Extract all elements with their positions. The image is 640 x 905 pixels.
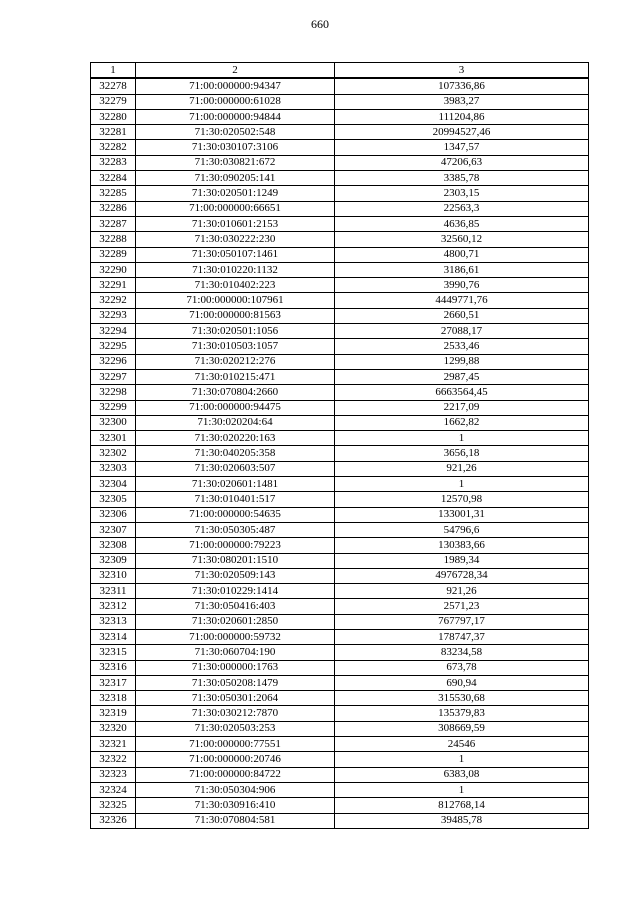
value-cell: 2303,15 xyxy=(335,186,589,201)
value-cell: 3186,61 xyxy=(335,262,589,277)
value-cell: 32560,12 xyxy=(335,232,589,247)
table-row xyxy=(91,369,589,384)
cadastral-number-cell: 71:30:090205:141 xyxy=(136,171,335,186)
cadastral-number-cell: 71:00:000000:61028 xyxy=(136,94,335,109)
row-number-cell: 32317 xyxy=(91,675,136,690)
table-row xyxy=(91,155,589,170)
cadastral-number-cell: 71:30:020601:2850 xyxy=(136,614,335,629)
table-row xyxy=(91,354,589,369)
row-number-cell: 32319 xyxy=(91,706,136,721)
row-number-cell: 32320 xyxy=(91,721,136,736)
row-number-cell: 32308 xyxy=(91,538,136,553)
row-number-cell: 32291 xyxy=(91,278,136,293)
row-number-cell: 32306 xyxy=(91,507,136,522)
table-row xyxy=(91,247,589,262)
cadastral-number-cell: 71:30:020509:143 xyxy=(136,568,335,583)
column-header-3: 3 xyxy=(335,63,589,79)
table-row xyxy=(91,186,589,201)
cadastral-number-cell: 71:30:010220:1132 xyxy=(136,262,335,277)
cadastral-number-cell: 71:00:000000:94347 xyxy=(136,78,335,94)
row-number-cell: 32312 xyxy=(91,599,136,614)
cadastral-number-cell: 71:30:020603:507 xyxy=(136,461,335,476)
cadastral-number-cell: 71:00:000000:77551 xyxy=(136,737,335,752)
cadastral-number-cell: 71:30:010229:1414 xyxy=(136,584,335,599)
value-cell: 4449771,76 xyxy=(335,293,589,308)
cadastral-number-cell: 71:30:020503:253 xyxy=(136,721,335,736)
cadastral-number-cell: 71:30:020220:163 xyxy=(136,431,335,446)
table-row xyxy=(91,599,589,614)
cadastral-number-cell: 71:30:010601:2153 xyxy=(136,216,335,231)
table-row xyxy=(91,293,589,308)
row-number-cell: 32285 xyxy=(91,186,136,201)
table-row xyxy=(91,675,589,690)
table-row xyxy=(91,721,589,736)
value-cell: 2533,46 xyxy=(335,339,589,354)
value-cell: 921,26 xyxy=(335,584,589,599)
value-cell: 135379,83 xyxy=(335,706,589,721)
cadastral-number-cell: 71:30:000000:1763 xyxy=(136,660,335,675)
table-row xyxy=(91,94,589,109)
value-cell: 6383,08 xyxy=(335,767,589,782)
row-number-cell: 32301 xyxy=(91,431,136,446)
table-row xyxy=(91,568,589,583)
cadastral-number-cell: 71:30:030107:3106 xyxy=(136,140,335,155)
value-cell: 4800,71 xyxy=(335,247,589,262)
row-number-cell: 32309 xyxy=(91,553,136,568)
row-number-cell: 32280 xyxy=(91,109,136,124)
cadastral-number-cell: 71:30:050416:403 xyxy=(136,599,335,614)
row-number-cell: 32279 xyxy=(91,94,136,109)
row-number-cell: 32297 xyxy=(91,369,136,384)
value-cell: 2660,51 xyxy=(335,308,589,323)
row-number-cell: 32318 xyxy=(91,691,136,706)
value-cell: 111204,86 xyxy=(335,109,589,124)
table-row xyxy=(91,262,589,277)
table-row xyxy=(91,446,589,461)
table-row xyxy=(91,553,589,568)
cadastral-number-cell: 71:30:020501:1056 xyxy=(136,324,335,339)
table-row xyxy=(91,522,589,537)
column-header-1: 1 xyxy=(91,63,136,79)
table-row xyxy=(91,339,589,354)
row-number-cell: 32294 xyxy=(91,324,136,339)
value-cell: 54796,6 xyxy=(335,522,589,537)
value-cell: 24546 xyxy=(335,737,589,752)
cadastral-number-cell: 71:30:010503:1057 xyxy=(136,339,335,354)
value-cell: 20994527,46 xyxy=(335,125,589,140)
row-number-cell: 32326 xyxy=(91,813,136,828)
row-number-cell: 32296 xyxy=(91,354,136,369)
cadastral-number-cell: 71:30:070804:581 xyxy=(136,813,335,828)
table-row xyxy=(91,752,589,767)
cadastral-number-cell: 71:30:020601:1481 xyxy=(136,477,335,492)
value-cell: 6663564,45 xyxy=(335,385,589,400)
cadastral-number-cell: 71:30:070804:2660 xyxy=(136,385,335,400)
row-number-cell: 32289 xyxy=(91,247,136,262)
table-row xyxy=(91,629,589,644)
data-table xyxy=(90,62,589,829)
value-cell: 921,26 xyxy=(335,461,589,476)
table-row xyxy=(91,538,589,553)
table-row xyxy=(91,691,589,706)
cadastral-number-cell: 71:00:000000:20746 xyxy=(136,752,335,767)
table-row xyxy=(91,400,589,415)
table-row xyxy=(91,461,589,476)
table-row xyxy=(91,660,589,675)
value-cell: 1 xyxy=(335,477,589,492)
cadastral-number-cell: 71:30:050305:487 xyxy=(136,522,335,537)
cadastral-number-cell: 71:00:000000:94844 xyxy=(136,109,335,124)
cadastral-number-cell: 71:30:020204:64 xyxy=(136,415,335,430)
cadastral-number-cell: 71:30:040205:358 xyxy=(136,446,335,461)
value-cell: 39485,78 xyxy=(335,813,589,828)
value-cell: 812768,14 xyxy=(335,798,589,813)
row-number-cell: 32288 xyxy=(91,232,136,247)
table-row xyxy=(91,737,589,752)
row-number-cell: 32287 xyxy=(91,216,136,231)
row-number-cell: 32321 xyxy=(91,737,136,752)
row-number-cell: 32325 xyxy=(91,798,136,813)
cadastral-number-cell: 71:30:020212:276 xyxy=(136,354,335,369)
row-number-cell: 32310 xyxy=(91,568,136,583)
table-row xyxy=(91,171,589,186)
row-number-cell: 32281 xyxy=(91,125,136,140)
cadastral-number-cell: 71:30:030916:410 xyxy=(136,798,335,813)
cadastral-number-cell: 71:30:010215:471 xyxy=(136,369,335,384)
cadastral-number-cell: 71:30:030222:230 xyxy=(136,232,335,247)
table-row xyxy=(91,278,589,293)
value-cell: 767797,17 xyxy=(335,614,589,629)
cadastral-number-cell: 71:00:000000:54635 xyxy=(136,507,335,522)
table-row xyxy=(91,782,589,797)
row-number-cell: 32286 xyxy=(91,201,136,216)
value-cell: 2987,45 xyxy=(335,369,589,384)
table-row xyxy=(91,507,589,522)
cadastral-number-cell: 71:00:000000:79223 xyxy=(136,538,335,553)
value-cell: 1 xyxy=(335,752,589,767)
page-number: 660 xyxy=(311,17,329,31)
value-cell: 3990,76 xyxy=(335,278,589,293)
cadastral-number-cell: 71:30:060704:190 xyxy=(136,645,335,660)
value-cell: 4976728,34 xyxy=(335,568,589,583)
value-cell: 1 xyxy=(335,782,589,797)
row-number-cell: 32302 xyxy=(91,446,136,461)
row-number-cell: 32278 xyxy=(91,78,136,94)
row-number-cell: 32305 xyxy=(91,492,136,507)
value-cell: 83234,58 xyxy=(335,645,589,660)
table-row xyxy=(91,614,589,629)
value-cell: 3385,78 xyxy=(335,171,589,186)
header-row xyxy=(91,63,589,79)
row-number-cell: 32323 xyxy=(91,767,136,782)
row-number-cell: 32316 xyxy=(91,660,136,675)
value-cell: 308669,59 xyxy=(335,721,589,736)
value-cell: 3983,27 xyxy=(335,94,589,109)
cadastral-number-cell: 71:30:020502:548 xyxy=(136,125,335,140)
table-row xyxy=(91,308,589,323)
row-number-cell: 32311 xyxy=(91,584,136,599)
row-number-cell: 32303 xyxy=(91,461,136,476)
value-cell: 130383,66 xyxy=(335,538,589,553)
value-cell: 107336,86 xyxy=(335,78,589,94)
table-row xyxy=(91,140,589,155)
table-row xyxy=(91,385,589,400)
value-cell: 4636,85 xyxy=(335,216,589,231)
table-row xyxy=(91,477,589,492)
value-cell: 673,78 xyxy=(335,660,589,675)
value-cell: 1299,88 xyxy=(335,354,589,369)
row-number-cell: 32293 xyxy=(91,308,136,323)
cadastral-number-cell: 71:30:010401:517 xyxy=(136,492,335,507)
row-number-cell: 32298 xyxy=(91,385,136,400)
value-cell: 3656,18 xyxy=(335,446,589,461)
value-cell: 1662,82 xyxy=(335,415,589,430)
table-row xyxy=(91,415,589,430)
cadastral-number-cell: 71:30:050107:1461 xyxy=(136,247,335,262)
cadastral-number-cell: 71:30:030212:7870 xyxy=(136,706,335,721)
table-row xyxy=(91,798,589,813)
table-row xyxy=(91,492,589,507)
cadastral-number-cell: 71:30:020501:1249 xyxy=(136,186,335,201)
value-cell: 178747,37 xyxy=(335,629,589,644)
table-row xyxy=(91,232,589,247)
value-cell: 2571,23 xyxy=(335,599,589,614)
table-body xyxy=(91,78,589,828)
value-cell: 1 xyxy=(335,431,589,446)
cadastral-number-cell: 71:30:010402:223 xyxy=(136,278,335,293)
value-cell: 12570,98 xyxy=(335,492,589,507)
cadastral-number-cell: 71:30:080201:1510 xyxy=(136,553,335,568)
row-number-cell: 32307 xyxy=(91,522,136,537)
value-cell: 1989,34 xyxy=(335,553,589,568)
cadastral-number-cell: 71:00:000000:107961 xyxy=(136,293,335,308)
table-row xyxy=(91,78,589,94)
row-number-cell: 32322 xyxy=(91,752,136,767)
value-cell: 133001,31 xyxy=(335,507,589,522)
row-number-cell: 32313 xyxy=(91,614,136,629)
table-row xyxy=(91,706,589,721)
row-number-cell: 32314 xyxy=(91,629,136,644)
value-cell: 690,94 xyxy=(335,675,589,690)
value-cell: 27088,17 xyxy=(335,324,589,339)
table-row xyxy=(91,767,589,782)
row-number-cell: 32283 xyxy=(91,155,136,170)
value-cell: 315530,68 xyxy=(335,691,589,706)
row-number-cell: 32284 xyxy=(91,171,136,186)
value-cell: 2217,09 xyxy=(335,400,589,415)
cadastral-number-cell: 71:00:000000:84722 xyxy=(136,767,335,782)
cadastral-number-cell: 71:00:000000:59732 xyxy=(136,629,335,644)
cadastral-number-cell: 71:30:030821:672 xyxy=(136,155,335,170)
row-number-cell: 32299 xyxy=(91,400,136,415)
cadastral-number-cell: 71:00:000000:81563 xyxy=(136,308,335,323)
table-row xyxy=(91,324,589,339)
cadastral-number-cell: 71:30:050301:2064 xyxy=(136,691,335,706)
table-row xyxy=(91,201,589,216)
row-number-cell: 32300 xyxy=(91,415,136,430)
table-row xyxy=(91,645,589,660)
value-cell: 22563,3 xyxy=(335,201,589,216)
cadastral-number-cell: 71:00:000000:66651 xyxy=(136,201,335,216)
table-row xyxy=(91,216,589,231)
row-number-cell: 32324 xyxy=(91,782,136,797)
cadastral-number-cell: 71:00:000000:94475 xyxy=(136,400,335,415)
row-number-cell: 32290 xyxy=(91,262,136,277)
row-number-cell: 32295 xyxy=(91,339,136,354)
table-row xyxy=(91,813,589,828)
column-header-2: 2 xyxy=(136,63,335,79)
table-row xyxy=(91,431,589,446)
table-row xyxy=(91,125,589,140)
cadastral-number-cell: 71:30:050208:1479 xyxy=(136,675,335,690)
table-row xyxy=(91,584,589,599)
cadastral-number-cell: 71:30:050304:906 xyxy=(136,782,335,797)
value-cell: 47206,63 xyxy=(335,155,589,170)
row-number-cell: 32292 xyxy=(91,293,136,308)
row-number-cell: 32304 xyxy=(91,477,136,492)
row-number-cell: 32282 xyxy=(91,140,136,155)
table-row xyxy=(91,109,589,124)
value-cell: 1347,57 xyxy=(335,140,589,155)
row-number-cell: 32315 xyxy=(91,645,136,660)
